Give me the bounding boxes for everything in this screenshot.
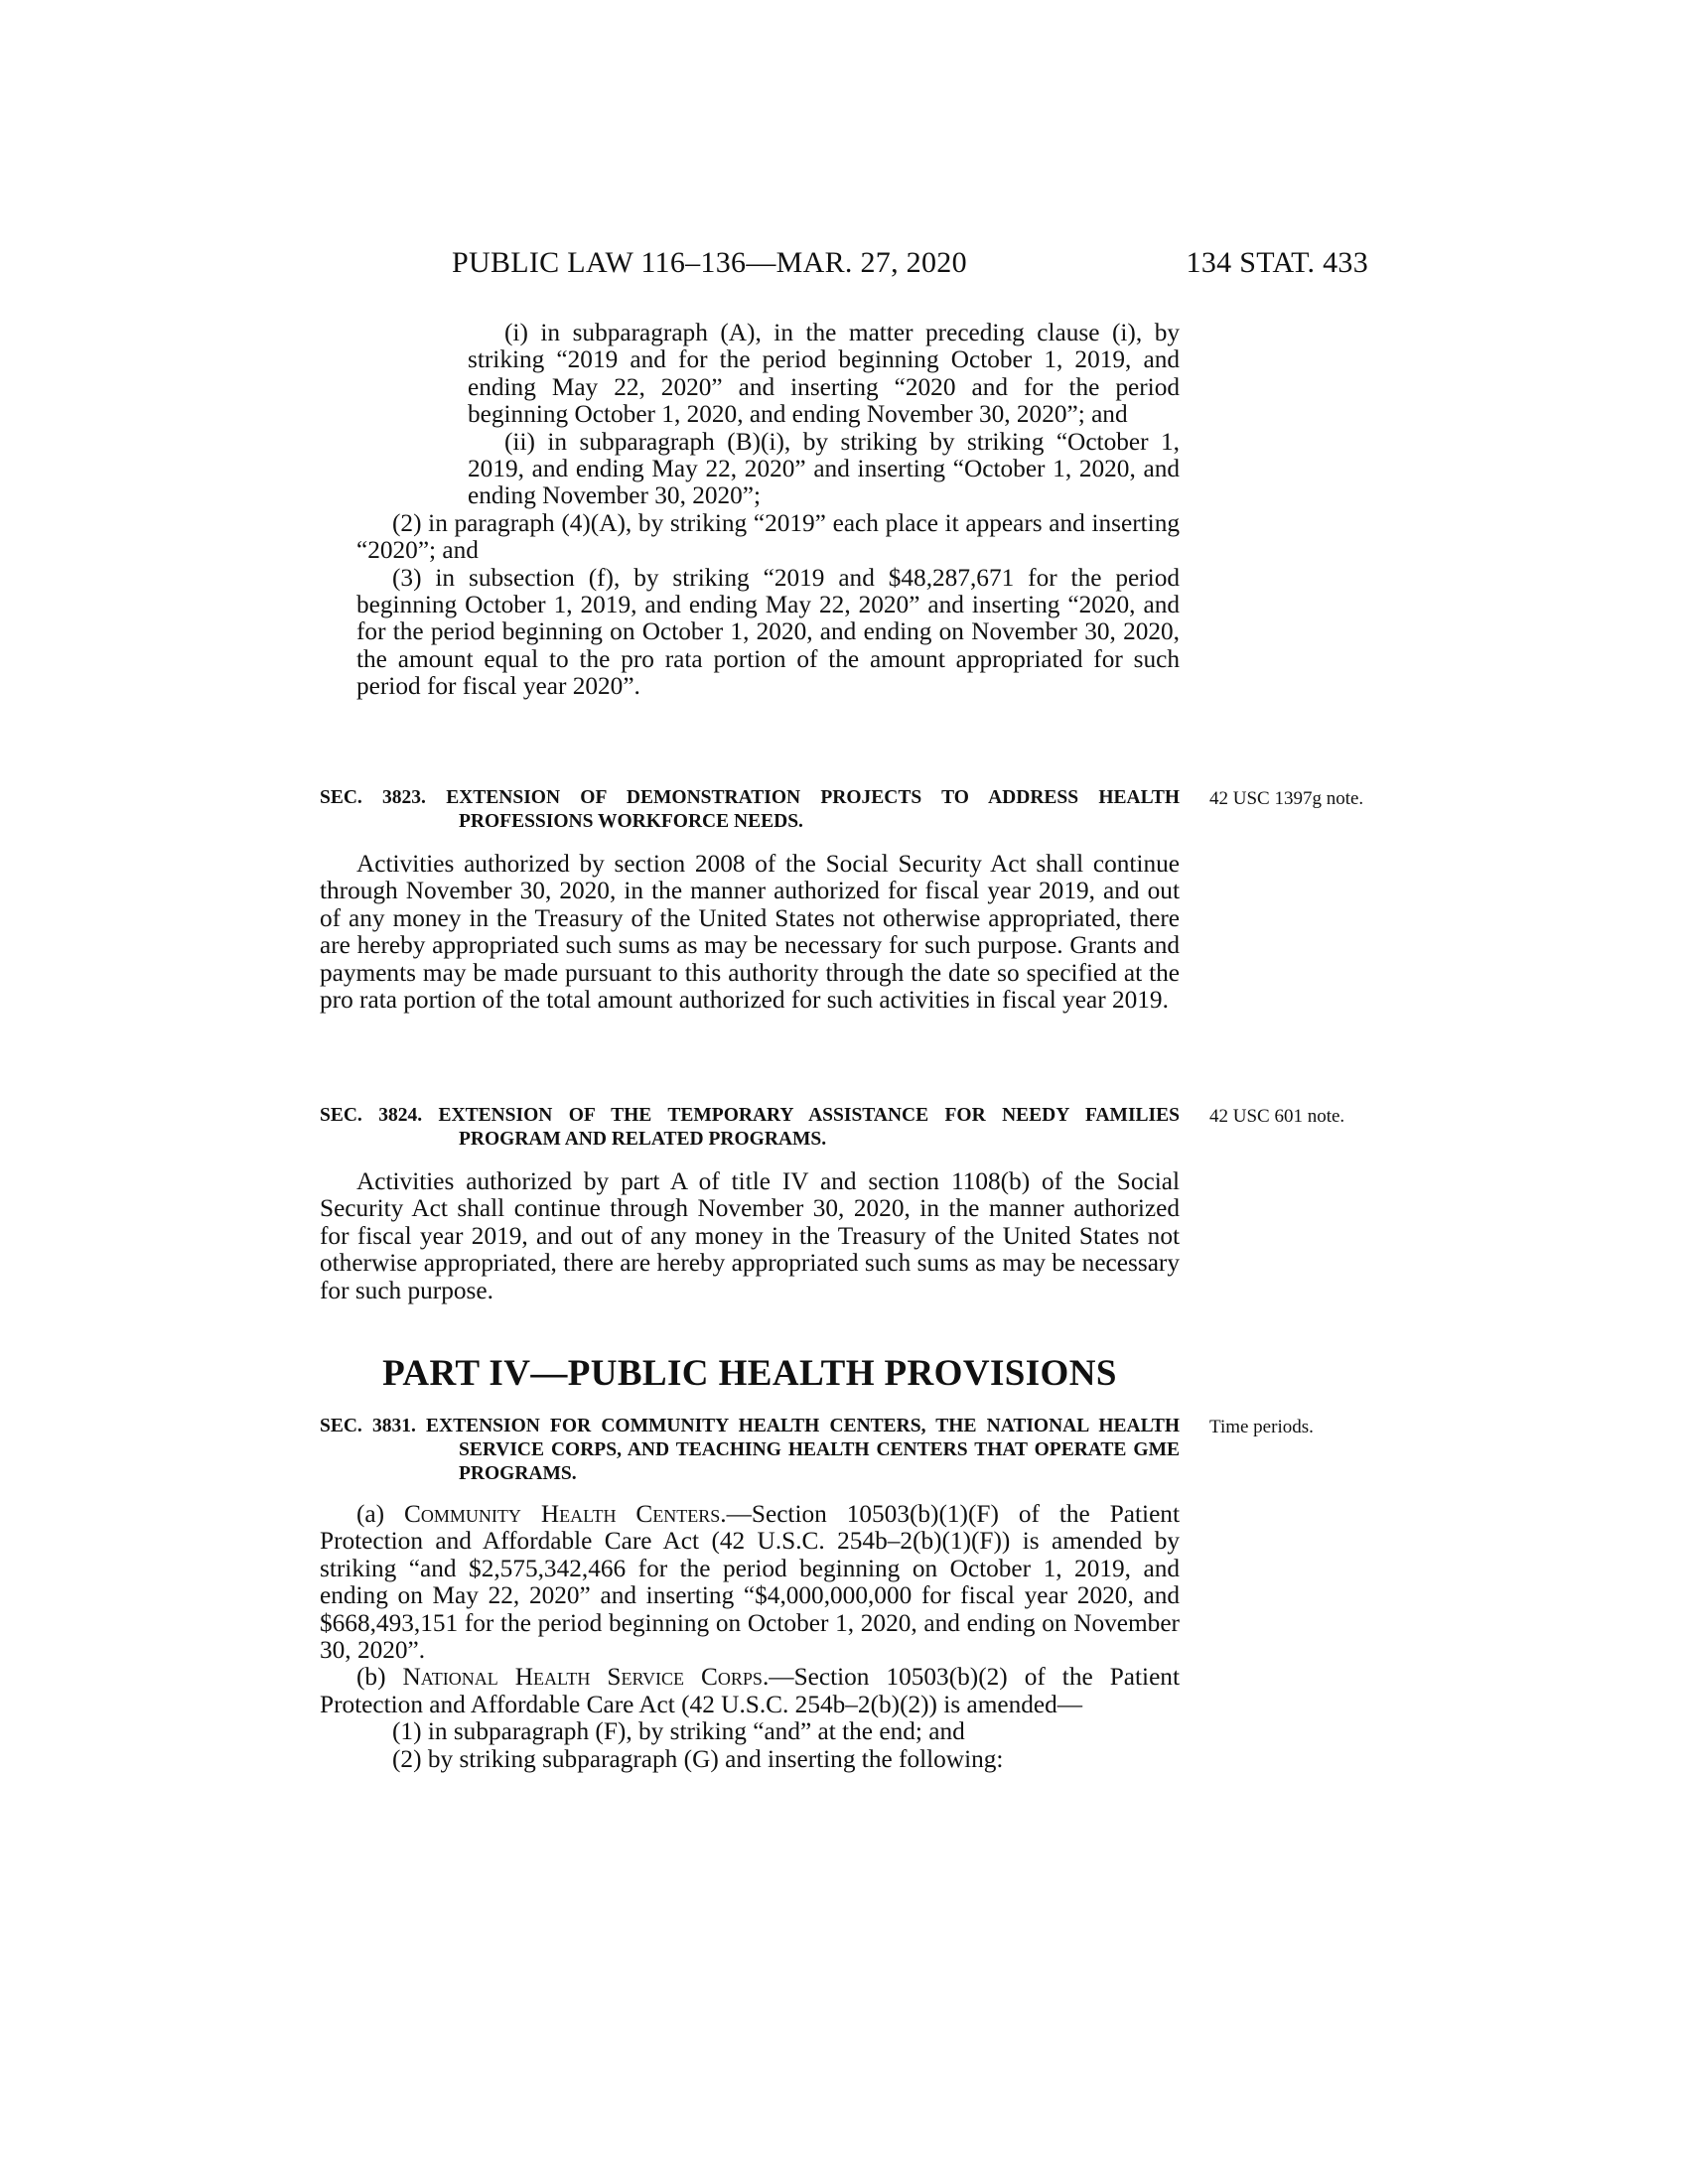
subsection-a	[320, 1501, 1180, 1664]
margin-note-3823: 42 USC 1397g note.	[1209, 788, 1364, 809]
paragraph-3: (3) in subsection (f), by striking “2019 and $48,287,671 for the period beginning October 1, 2019, and ending May 22, 2020” and inserting “2020, and for the period beginning on October 1, 2020, and ending on November 30, 2020, the amount equal to the pro rata portion of the amount appropriated for such period for fiscal year 2020”.	[356, 563, 1180, 701]
continuation-block	[320, 320, 1180, 701]
margin-note-3831: Time periods.	[1209, 1417, 1314, 1437]
subsection-a-label: (a)	[356, 1500, 405, 1528]
section-3823-body	[320, 851, 1180, 1014]
section-heading: SEC. 3831. EXTENSION FOR COMMUNITY HEALTH CENTERS, THE NATIONAL HEALTH SERVICE CORPS, AND TEACHING HEALTH CENTERS THAT OPERATE GME PROGRAMS.	[320, 1416, 1180, 1484]
page-header	[0, 246, 1688, 286]
section-3831	[320, 1415, 1180, 1486]
subsection-b-text: .—Section 10503(b)(2) of the Patient Protection and Affordable Care Act (42 U.S.C. 254b–2(b)(2)) is amended—	[320, 1663, 1180, 1718]
section-text: Activities authorized by section 2008 of the Social Security Act shall continue through November 30, 2020, in the manner authorized for fiscal year 2019, and out of any money in the Treasury of the United States not otherwise appropriated, there are hereby appropriated such sums as may be necessary for such purpose. Grants and payments may be made pursuant to this authority through the date so specified at the pro rata portion of the total amount authorized for such activities in fiscal year 2019.	[320, 850, 1180, 1015]
paragraph-b1: (1) in subparagraph (F), by striking “and” at the end; and	[392, 1717, 965, 1746]
part-iv	[320, 1352, 1180, 1395]
clause-ii: (ii) in subparagraph (B)(i), by striking by striking “October 1, 2019, and ending May 22, 2020” and inserting “October 1, 2020, and ending November 30, 2020”;	[468, 427, 1180, 510]
section-heading: SEC. 3823. EXTENSION OF DEMONSTRATION PROJECTS TO ADDRESS HEALTH PROFESSIONS WORKFORCE NEEDS.	[320, 787, 1180, 832]
section-heading: SEC. 3824. EXTENSION OF THE TEMPORARY ASSISTANCE FOR NEEDY FAMILIES PROGRAM AND RELATED PROGRAMS.	[320, 1105, 1180, 1150]
stat-page-number: 134 STAT. 433	[1186, 246, 1368, 279]
subsection-b	[320, 1664, 1180, 1718]
section-3824	[320, 1104, 1180, 1152]
section-3823	[320, 786, 1180, 834]
subsection-b-caption: National Health Service Corps	[402, 1663, 763, 1692]
section-text: Activities authorized by part A of title IV and section 1108(b) of the Social Security Act shall continue through November 30, 2020, in the manner authorized for fiscal year 2019, and out of any money in the Treasury of the United States not otherwise appropriated, there are hereby appropriated such sums as may be necessary for such purpose.	[320, 1167, 1180, 1304]
section-3824-body	[320, 1168, 1180, 1304]
law-title: PUBLIC LAW 116–136—MAR. 27, 2020	[452, 246, 967, 279]
subsection-a-caption: Community Health Centers	[404, 1500, 721, 1528]
subsection-a-text: .—Section 10503(b)(1)(F) of the Patient Protection and Affordable Care Act (42 U.S.C. 254b–2(b)(1)(F)) is amended by striking “and $2,575,342,466 for the period beginning on October 1, 2019, and ending on May 22, 2020” and inserting “$4,000,000,000 for fiscal year 2020, and $668,493,151 for the period beginning on October 1, 2020, and ending on November 30, 2020”.	[320, 1500, 1180, 1665]
paragraph-2: (2) in paragraph (4)(A), by striking “2019” each place it appears and inserting “2020”; and	[356, 508, 1180, 565]
paragraph-b2: (2) by striking subparagraph (G) and inserting the following:	[392, 1744, 1004, 1773]
subsection-b-label: (b)	[356, 1663, 403, 1692]
clause-i: (i) in subparagraph (A), in the matter preceding clause (i), by striking “2019 and for the period beginning October 1, 2019, and ending May 22, 2020” and inserting “2020 and for the period beginning October 1, 2020, and ending November 30, 2020”; and	[468, 319, 1180, 429]
part-heading: PART IV—PUBLIC HEALTH PROVISIONS	[382, 1353, 1117, 1394]
section-3831-body	[320, 1501, 1180, 1773]
margin-note-3824: 42 USC 601 note.	[1209, 1106, 1345, 1127]
